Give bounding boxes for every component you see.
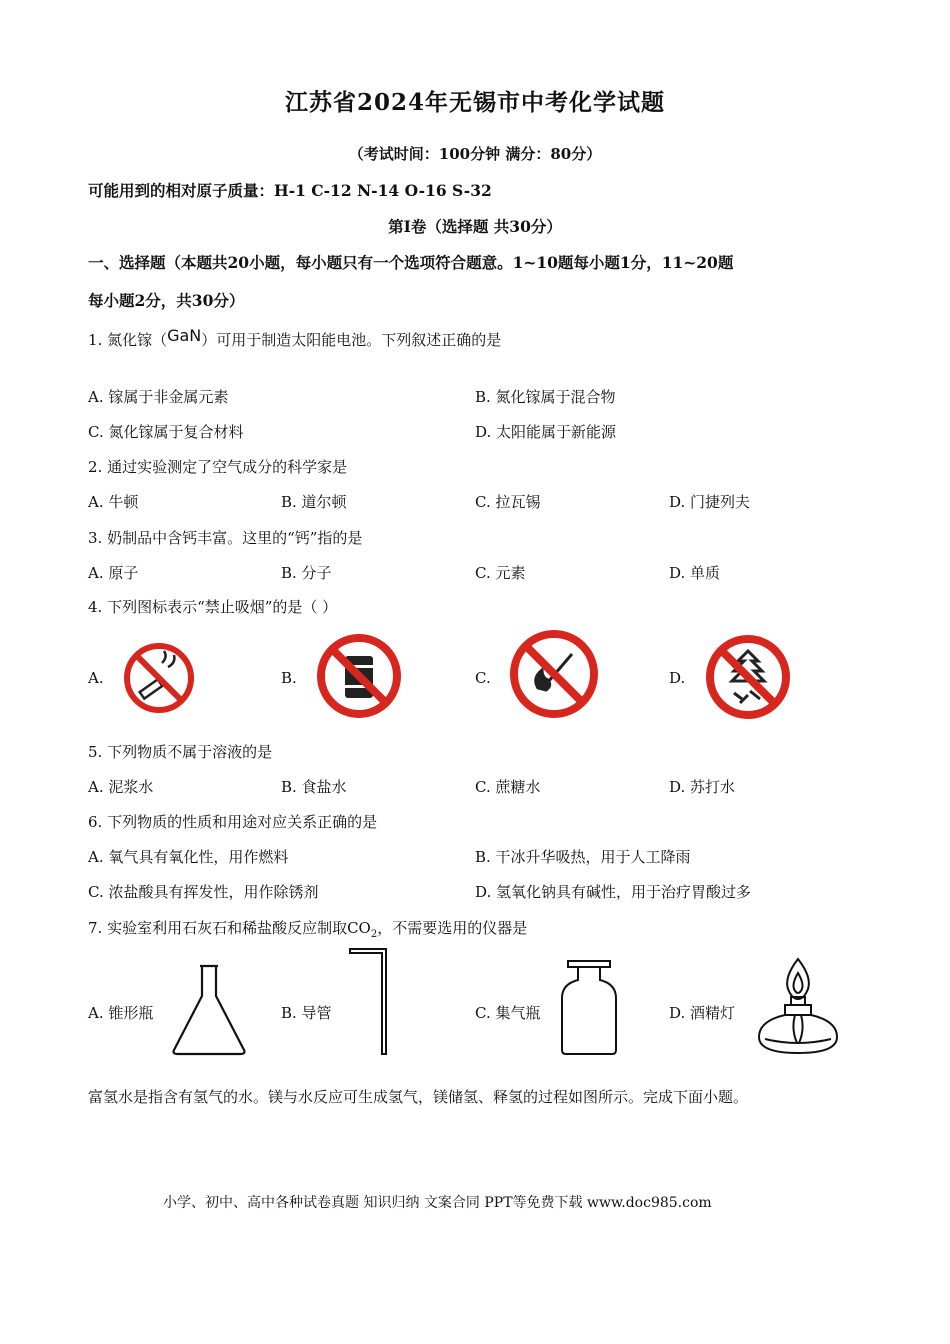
tube-icon: [346, 946, 394, 1058]
q6-option-d: D. 氢氧化钠具有碱性，用于治疗胃酸过多: [475, 883, 752, 901]
q6-option-c: C. 浓盐酸具有挥发性，用作除锈剂: [88, 883, 319, 901]
q1-stem-suffix: ）可用于制造太阳能电池。下列叙述正确的是: [201, 331, 502, 349]
q3-stem: 3. 奶制品中含钙丰富。这里的“钙”指的是: [88, 529, 363, 547]
q3-option-d: D. 单质: [669, 564, 721, 582]
q4-option-c: C.: [475, 669, 491, 687]
q1-option-c: C. 氮化镓属于复合材料: [88, 423, 244, 441]
part-title: 第Ⅰ卷（选择题 共30分）: [388, 217, 562, 236]
q1-option-d: D. 太阳能属于新能源: [475, 423, 617, 441]
q7-option-a: A. 锥形瓶: [88, 1004, 154, 1022]
q5-option-a: A. 泥浆水: [88, 778, 154, 796]
q5-option-b: B. 食盐水: [281, 778, 347, 796]
q3-option-c: C. 元素: [475, 564, 526, 582]
q2-option-b: B. 道尔顿: [281, 493, 347, 511]
page-title: 江苏省2024年无锡市中考化学试题: [284, 89, 665, 116]
section1-heading-line1: 一、选择题（本题共20小题，每小题只有一个选项符合题意。1~10题每小题1分，11~20题: [88, 253, 734, 272]
q7-stem-subscript: 2: [370, 929, 378, 940]
q1-option-a: A. 镓属于非金属元素: [88, 388, 229, 406]
q7-option-b: B. 导管: [281, 1004, 332, 1022]
q4-option-d: D.: [669, 669, 686, 687]
atomic-mass-line: 可能用到的相对原子质量：H-1 C-12 N-14 O-16 S-32: [88, 181, 492, 200]
passage: 富氢水是指含有氢气的水。镁与水反应可生成氢气，镁储氢、释氢的过程如图所示。完成下面小题。: [88, 1088, 749, 1106]
q2-option-c: C. 拉瓦锡: [475, 493, 541, 511]
alcohol-lamp-icon: [755, 955, 841, 1059]
page-footer: 小学、初中、高中各种试卷真题 知识归纳 文案合同 PPT等免费下载 www.doc985.com: [163, 1195, 712, 1211]
q3-option-b: B. 分子: [281, 564, 332, 582]
no-fireworks-icon: [704, 633, 792, 721]
q6-stem: 6. 下列物质的性质和用途对应关系正确的是: [88, 813, 378, 831]
q6-option-a: A. 氧气具有氧化性，用作燃料: [88, 848, 289, 866]
q4-option-b: B.: [281, 669, 297, 687]
q2-option-d: D. 门捷列夫: [669, 493, 751, 511]
q2-option-a: A. 牛顿: [88, 493, 139, 511]
q7-stem: [88, 917, 527, 940]
q7-option-c: C. 集气瓶: [475, 1004, 541, 1022]
q5-stem: 5. 下列物质不属于溶液的是: [88, 743, 273, 761]
exam-info: （考试时间：100分钟 满分：80分）: [348, 145, 602, 163]
section1-heading-line2: 每小题2分，共30分）: [88, 291, 245, 310]
q1-stem-prefix: 1. 氮化镓（: [88, 331, 168, 349]
q4-option-a: A.: [88, 669, 104, 687]
no-fire-icon: [508, 628, 600, 720]
q5-option-d: D. 苏打水: [669, 778, 736, 796]
q7-stem-prefix: 7. 实验室利用石灰石和稀盐酸反应制取CO: [88, 919, 371, 937]
q1-formula: GaN: [167, 326, 202, 345]
q1-option-b: B. 氮化镓属于混合物: [475, 388, 616, 406]
q7-option-d: D. 酒精灯: [669, 1004, 736, 1022]
q6-option-b: B. 干冰升华吸热，用于人工降雨: [475, 848, 691, 866]
q3-option-a: A. 原子: [88, 564, 139, 582]
q5-option-c: C. 蔗糖水: [475, 778, 541, 796]
q2-stem: 2. 通过实验测定了空气成分的科学家是: [88, 458, 348, 476]
conical-flask-icon: [168, 962, 250, 1058]
q7-stem-suffix: ，不需要选用的仪器是: [377, 919, 528, 937]
gas-jar-icon: [556, 958, 622, 1058]
q4-stem: 4. 下列图标表示“禁止吸烟”的是（ ）: [88, 598, 338, 616]
no-smoking-icon: [122, 641, 196, 715]
no-barrel-icon: [315, 632, 403, 720]
q1-stem: [88, 326, 502, 350]
